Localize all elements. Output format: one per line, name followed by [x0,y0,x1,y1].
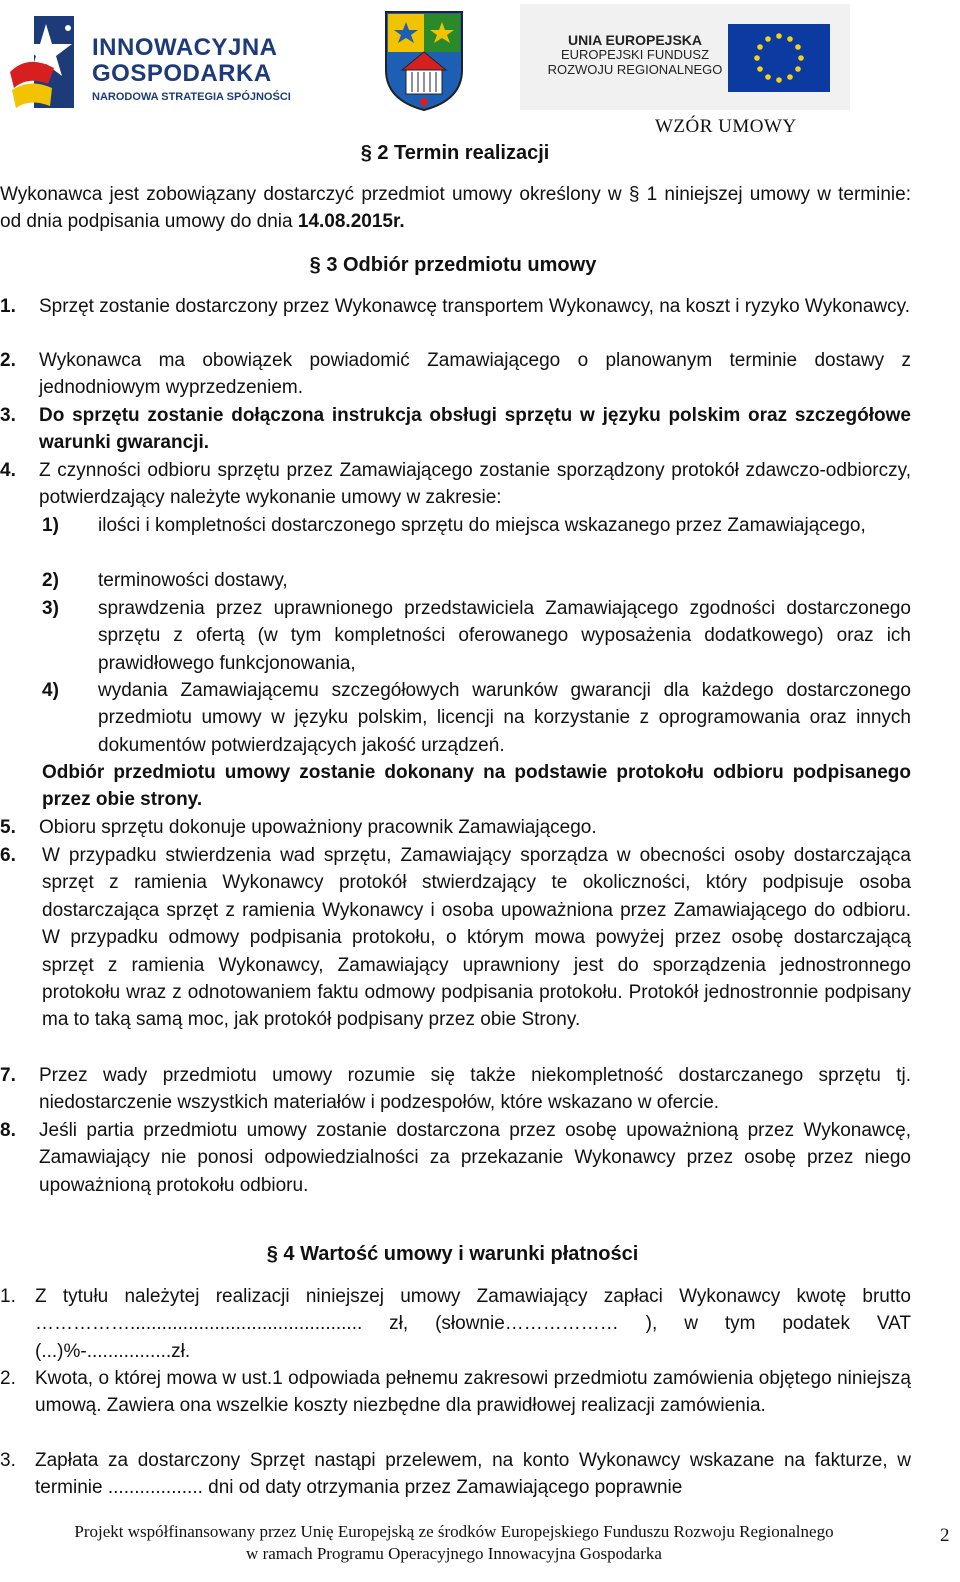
ig-logo-line2: GOSPODARKA [92,60,272,87]
item-text: Sprzęt zostanie dostarczony przez Wykonawcę transportem Wykonawcy, na koszt i ryzyko Wykonawcy. [39,296,910,317]
item-number: 3. [0,405,16,426]
subitem-number: 4) [42,680,59,701]
item-number: 5. [0,817,16,838]
section4-heading: § 4 Wartość umowy i warunki płatności [266,1243,639,1265]
footer-line2: w ramach Programu Operacyjnego Innowacyjna Gospodarka [246,1544,662,1563]
municipal-crest-icon [382,8,466,112]
section3-heading: § 3 Odbiór przedmiotu umowy [309,254,597,276]
item-text: Przez wady przedmiotu umowy rozumie się także niekompletność dostarczanego sprzętu tj. niedostarczenie wszystkich materiałów i podzespołów, które wskazano w ofercie. [39,1065,911,1114]
ig-logo-line1: INNOWACYJNA [92,34,278,61]
eu-logo-line3: ROZWOJU REGIONALNEGO [547,62,723,78]
footer-line1: Projekt współfinansowany przez Unię Europejską ze środków Europejskiego Funduszu Rozwoju Regionalnego [74,1522,834,1541]
section2-heading: § 2 Termin realizacji [360,142,550,164]
subitem-number: 1) [42,515,59,536]
page-number: 2 [940,1525,950,1546]
wzor-umowy-label: WZÓR UMOWY [655,116,797,137]
item-text: Wykonawca ma obowiązek powiadomić Zamawiającego o planowanym terminie dostawy z jednodniowym wyprzedzeniem. [39,350,911,399]
item-number: 3. [0,1450,16,1471]
subitem-text: sprawdzenia przez uprawnionego przedstawiciela Zamawiającego zgodności dostarczonego sprzętu z ofertą (w tym kompletności oferowanego wyposażenia dodatkowego) oraz ich prawidłowego funkcjonowania, [98,598,911,674]
subitem-text: wydania Zamawiającemu szczegółowych warunków gwarancji dla każdego dostarczonego przedmiotu umowy w języku polskim, licencji na korzystanie z oprogramowania oraz innych dokumentów potwierdzających jakość urządzeń. [98,680,911,756]
subitem-text: ilości i kompletności dostarczonego sprzętu do miejsca wskazanego przez Zamawiającego, [98,515,866,536]
subitem-text: terminowości dostawy, [98,570,288,591]
item-text: Z czynności odbioru sprzętu przez Zamawiającego zostanie sporządzony protokół zdawczo-odbiorczy, potwierdzający należyte wykonanie umowy w zakresie: [39,460,911,509]
item-text: Z tytułu należytej realizacji niniejszej umowy Zamawiający zapłaci Wykonawcy kwotę brutto ……………............................................ zł, (słownie……………… ), w tym podatek VAT (...)%-................zł. [35,1286,911,1362]
eu-fund-logo [520,4,850,110]
subitem-number: 3) [42,598,59,619]
item-number: 2. [0,350,16,371]
eu-flag-icon [728,24,830,92]
item-number: 1. [0,1286,16,1307]
eu-logo-line2: EUROPEJSKI FUNDUSZ [560,47,710,63]
item-text: W przypadku stwierdzenia wad sprzętu, Zamawiający sporządza w obecności osoby dostarczająca sprzęt z ramienia Wykonawcy protokół stwierdzający te okoliczności, który podpisuje osoba dostarczająca sprzęt z ramienia Wykonawcy i osoba upoważniona przez Zamawiającego do odbioru. W przypadku odmowy podpisania protokołu, o którym mowa powyżej przez osobę dostarczającą sprzęt z ramienia Wykonawcy, Zamawiający uprawniony jest do sporządzenia jednostronnego protokołu wraz z odnotowaniem faktu odmowy podpisania protokołu. Protokół jednostronnie podpisany ma to taką samą moc, jak protokół podpisany przez obie Strony. [42,845,911,1031]
item-number: 8. [0,1120,16,1141]
item-number: 6. [0,845,16,866]
section2-text: Wykonawca jest zobowiązany dostarczyć przedmiot umowy określony w § 1 niniejszej umowy w terminie: od dnia podpisania umowy do dnia [0,184,911,233]
section2-date: 14.08.2015r. [297,211,405,233]
item-number: 7. [0,1065,16,1086]
item-number: 4. [0,460,16,481]
item-text: Zapłata za dostarczony Sprzęt nastąpi przelewem, na konto Wykonawcy wskazane na fakturze, w terminie .................. dni od daty otrzymania przez Zamawiającego poprawnie [35,1450,911,1499]
page-footer [0,1521,908,1565]
item-number: 2. [0,1368,16,1389]
item-text: Do sprzętu zostanie dołączona instrukcja obsługi sprzętu w języku polskim oraz szczegółowe warunki gwarancji. [39,405,911,454]
section2-paragraph [0,181,911,236]
item-text: Kwota, o której mowa w ust.1 odpowiada pełnemu zakresowi przedmiotu zamówienia objętego niniejszą umową. Zawiera ona wszelkie koszty niezbędne dla prawidłowej realizacji zamówienia. [35,1368,911,1417]
item-text: Obioru sprzętu dokonuje upoważniony pracownik Zamawiającego. [39,817,597,838]
ig-logo-line3: NARODOWA STRATEGIA SPÓJNOŚCI [92,91,291,103]
innowacyjna-gospodarka-logo [8,14,308,114]
odbior-statement: Odbiór przedmiotu umowy zostanie dokonany na podstawie protokołu odbioru podpisanego przez obie strony. [42,762,911,811]
item-text: Jeśli partia przedmiotu umowy zostanie dostarczona przez osobę upoważnioną przez Wykonawcę, Zamawiający nie ponosi odpowiedzialności za przekazanie Wykonawcy przez osobę przez niego upoważnioną protokołu odbioru. [39,1120,911,1196]
item-number: 1. [0,296,16,317]
ig-star-mark-icon [8,14,88,114]
subitem-number: 2) [42,570,59,591]
eu-logo-line1: UNIA EUROPEJSKA [567,32,703,48]
